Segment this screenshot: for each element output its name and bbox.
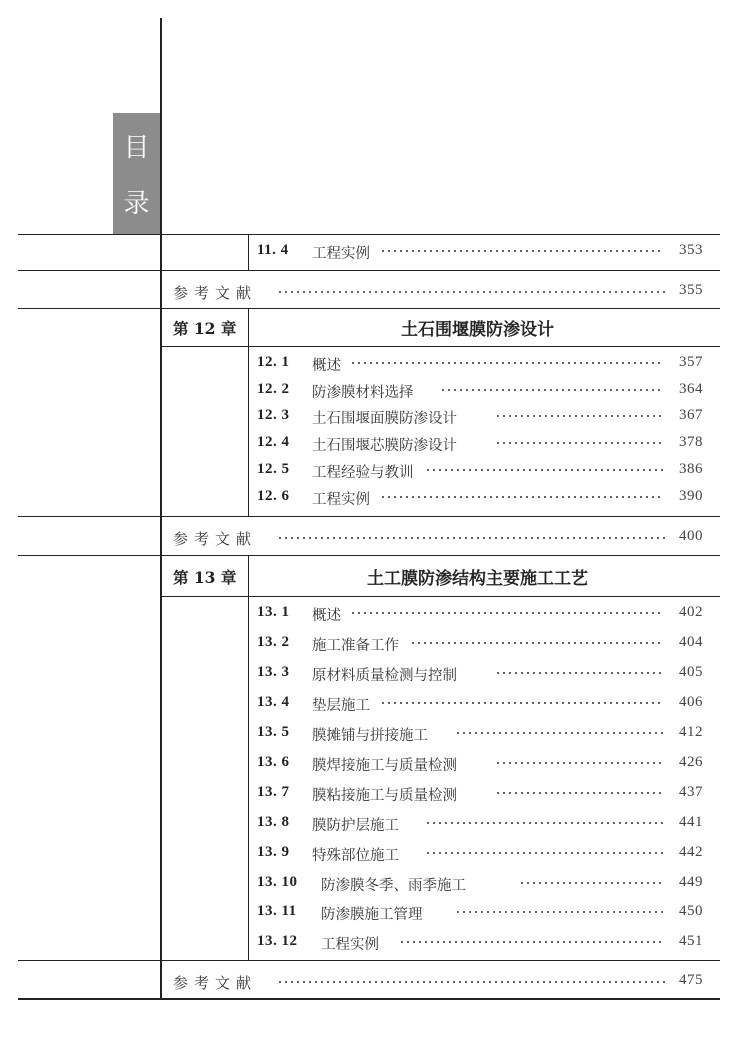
section-title: 膜粘接施工与质量检测 [312,788,457,804]
page-number: 426 [679,754,703,770]
page-number: 406 [679,694,703,710]
page-number: 390 [679,488,703,504]
toc-entry-13-5[interactable] [257,724,703,746]
section-title: 工程实例 [312,492,370,508]
toc-references[interactable] [173,528,703,550]
section-number: 13. 5 [257,724,290,740]
page-number: 412 [679,724,703,740]
dot-leader [277,980,665,984]
page-number: 442 [679,844,703,860]
section-title: 膜焊接施工与质量检测 [312,758,457,774]
page-number: 404 [679,634,703,650]
section-title: 土石围堰芯膜防渗设计 [312,438,457,454]
toc-entry-12-4[interactable] [257,434,703,456]
chapter-title[interactable]: 土工膜防渗结构主要施工工艺 [367,569,588,589]
toc-entry-13-11[interactable] [257,903,703,925]
section-number: 12. 4 [257,434,290,450]
inner-vertical-rule [248,235,249,270]
page-number: 355 [679,282,703,298]
dot-leader [495,441,663,445]
toc-entry-13-7[interactable] [257,784,703,806]
toc-entry-13-4[interactable] [257,694,703,716]
toc-entry-13-1[interactable] [257,604,703,626]
section-title: 工程实例 [312,246,370,262]
toc-entry-13-6[interactable] [257,754,703,776]
section-number: 13. 9 [257,844,290,860]
row-divider [18,516,720,517]
toc-entry-12-5[interactable] [257,461,703,483]
section-title: 概述 [312,358,341,374]
toc-entry-12-2[interactable] [257,381,703,403]
toc-entry-11-4[interactable] [257,242,703,264]
toc-entry-12-6[interactable] [257,488,703,510]
section-title: 膜防护层施工 [312,818,399,834]
page-number: 450 [679,903,703,919]
toc-entry-13-12[interactable] [257,933,703,955]
row-divider [18,555,720,556]
page-number: 367 [679,407,703,423]
dot-leader [410,641,663,645]
section-title: 特殊部位施工 [312,848,399,864]
toc-entry-12-1[interactable] [257,354,703,376]
toc-entry-13-9[interactable] [257,844,703,866]
dot-leader [277,536,665,540]
section-number: 13. 10 [257,874,298,890]
chapter-label: 第 12 章 [173,319,237,338]
section-number: 11. 4 [257,242,289,258]
section-number: 13. 2 [257,634,290,650]
page-number: 378 [679,434,703,450]
section-title: 膜摊铺与拼接施工 [312,728,428,744]
page-number: 449 [679,874,703,890]
dot-leader [380,495,663,499]
page-number: 451 [679,933,703,949]
toc-references[interactable] [173,282,703,304]
row-divider [161,596,720,597]
section-title: 防渗膜施工管理 [321,907,423,923]
section-title: 土石围堰面膜防渗设计 [312,411,457,427]
dot-leader [455,731,663,735]
chapter-title[interactable]: 土石围堰膜防渗设计 [401,320,554,340]
section-title: 防渗膜冬季、雨季施工 [321,878,466,894]
dot-leader [519,881,663,885]
dot-leader [425,851,663,855]
references-title: 参考文献 [173,974,258,992]
row-divider [18,308,720,309]
toc-entry-12-3[interactable] [257,407,703,429]
section-number: 12. 3 [257,407,290,423]
toc-entry-13-3[interactable] [257,664,703,686]
section-title: 防渗膜材料选择 [312,385,414,401]
main-vertical-rule [160,18,162,1000]
section-number: 12. 5 [257,461,290,477]
section-number: 13. 11 [257,903,297,919]
page-number: 405 [679,664,703,680]
section-number: 13. 1 [257,604,290,620]
section-title: 工程实例 [321,937,379,953]
section-number: 12. 1 [257,354,290,370]
dot-leader [380,249,663,253]
dot-leader [425,468,663,472]
side-tab-char-1: 目 [123,133,150,163]
dot-leader [440,388,663,392]
section-number: 13. 3 [257,664,290,680]
dot-leader [380,701,663,705]
dot-leader [350,611,663,615]
side-tab-char-2: 录 [123,189,150,219]
toc-entry-13-10[interactable] [257,874,703,896]
section-title: 概述 [312,608,341,624]
dot-leader [495,761,663,765]
toc-entry-13-8[interactable] [257,814,703,836]
chapter-label: 第 13 章 [173,568,237,587]
dot-leader [425,821,663,825]
section-title: 原材料质量检测与控制 [312,668,457,684]
row-divider [161,346,720,347]
section-title: 施工准备工作 [312,638,399,654]
row-divider [18,960,720,961]
dot-leader [399,940,663,944]
toc-references[interactable] [173,972,703,994]
dot-leader [495,671,663,675]
section-title: 垫层施工 [312,698,370,714]
row-divider [18,998,720,1000]
toc-entry-13-2[interactable] [257,634,703,656]
page-number: 441 [679,814,703,830]
section-number: 13. 6 [257,754,290,770]
dot-leader [350,361,663,365]
page-number: 357 [679,354,703,370]
section-number: 13. 4 [257,694,290,710]
page-number: 364 [679,381,703,397]
section-number: 13. 8 [257,814,290,830]
references-title: 参考文献 [173,530,258,548]
section-title: 工程经验与教训 [312,465,414,481]
section-number: 13. 12 [257,933,298,949]
section-number: 13. 7 [257,784,290,800]
page-number: 353 [679,242,703,258]
page-number: 400 [679,528,703,544]
row-divider [18,234,720,235]
page-number: 402 [679,604,703,620]
section-number: 12. 6 [257,488,290,504]
page-number: 437 [679,784,703,800]
dot-leader [495,791,663,795]
references-title: 参考文献 [173,284,258,302]
page-number: 386 [679,461,703,477]
dot-leader [455,910,663,914]
row-divider [18,270,720,271]
page-number: 475 [679,972,703,988]
dot-leader [277,290,665,294]
dot-leader [495,414,663,418]
inner-vertical-rule [248,555,249,960]
toc-side-tab [113,113,160,235]
inner-vertical-rule [248,308,249,516]
section-number: 12. 2 [257,381,290,397]
